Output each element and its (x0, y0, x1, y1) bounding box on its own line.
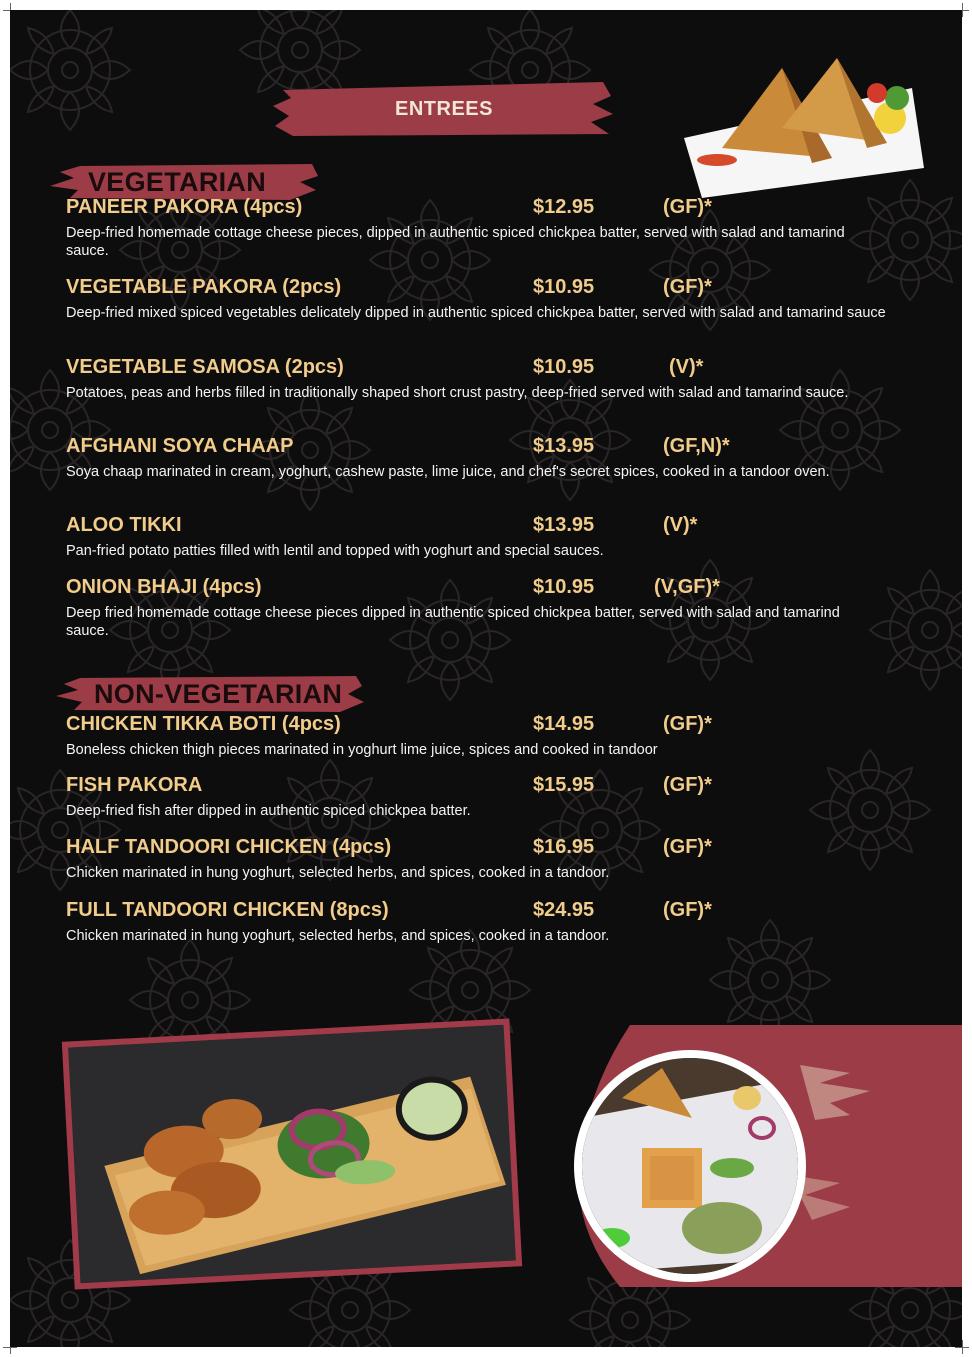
menu-item (66, 713, 906, 759)
item-name: VEGETABLE SAMOSA (2pcs) (66, 356, 344, 378)
item-dietary-tag: (V)* (669, 356, 704, 378)
item-dietary-tag: (V,GF)* (654, 576, 720, 598)
item-description: Chicken marinated in hung yoghurt, selected herbs, and spices, cooked in a tandoor. (66, 865, 610, 881)
entree-platter-photo (574, 1050, 806, 1282)
menu-item (66, 276, 906, 322)
item-name: HALF TANDOORI CHICKEN (4pcs) (66, 836, 392, 858)
item-dietary-tag: (GF)* (663, 713, 712, 735)
item-price: $14.95 (533, 713, 595, 735)
menu-item (66, 356, 906, 402)
menu-item (66, 899, 906, 945)
entrees-heading-banner (273, 78, 615, 140)
fish-pakora-photo (62, 1018, 522, 1289)
section-title-non-vegetarian: NON-VEGETARIAN (94, 678, 343, 709)
menu-page (10, 10, 962, 1347)
item-name: ALOO TIKKI (66, 514, 182, 536)
item-price: $10.95 (533, 576, 595, 598)
item-description: Deep-fried fish after dipped in authentic spiced chickpea batter. (66, 803, 471, 819)
item-description: Pan-fried potato patties filled with lentil and topped with yoghurt and special sauces. (66, 543, 604, 559)
item-price: $15.95 (533, 774, 595, 796)
item-price: $13.95 (533, 435, 595, 457)
item-name: VEGETABLE PAKORA (2pcs) (66, 276, 342, 298)
menu-item (66, 774, 906, 820)
item-dietary-tag: (GF,N)* (663, 435, 730, 457)
non-vegetarian-section-banner (56, 674, 366, 714)
menu-item (66, 514, 906, 560)
section-title-vegetarian: VEGETARIAN (88, 166, 267, 197)
item-description: Boneless chicken thigh pieces marinated in yoghurt lime juice, spices and cooked in tandoor (66, 742, 658, 758)
page-title: ENTREES (395, 97, 493, 120)
menu-item (66, 435, 906, 481)
item-dietary-tag: (GF)* (663, 774, 712, 796)
item-description: Deep-fried mixed spiced vegetables delicately dipped in authentic spiced chickpea batter, served with salad and tamarind sauce (66, 305, 886, 321)
item-price: $10.95 (533, 356, 595, 378)
item-description: Potatoes, peas and herbs filled in traditionally shaped short crust pastry, deep-fried served with salad and tamarind sauce. (66, 385, 849, 401)
item-name: FISH PAKORA (66, 774, 203, 796)
menu-item (66, 576, 906, 640)
item-dietary-tag: (GF)* (663, 196, 712, 218)
item-dietary-tag: (GF)* (663, 276, 712, 298)
menu-item (66, 836, 906, 882)
item-dietary-tag: (V)* (663, 514, 698, 536)
item-description: Soya chaap marinated in cream, yoghurt, cashew paste, lime juice, and chef's secret spices, cooked in a tandoor oven. (66, 464, 830, 480)
item-price: $10.95 (533, 276, 595, 298)
item-name: AFGHANI SOYA CHAAP (66, 435, 294, 457)
item-price: $16.95 (533, 836, 595, 858)
samosa-photo (662, 48, 936, 204)
item-dietary-tag: (GF)* (663, 899, 712, 921)
item-price: $13.95 (533, 514, 595, 536)
item-name: ONION BHAJI (4pcs) (66, 576, 262, 598)
item-price: $24.95 (533, 899, 595, 921)
item-dietary-tag: (GF)* (663, 836, 712, 858)
item-price: $12.95 (533, 196, 595, 218)
item-name: PANEER PAKORA (4pcs) (66, 196, 303, 218)
item-description: Deep fried homemade cottage cheese pieces dipped in authentic spiced chickpea batter, served with salad and tamarind sauce. (66, 605, 840, 639)
item-name: FULL TANDOORI CHICKEN (8pcs) (66, 899, 389, 921)
item-description: Deep-fried homemade cottage cheese pieces, dipped in authentic spiced chickpea batter, served with salad and tamarind sauce. (66, 225, 845, 259)
item-description: Chicken marinated in hung yoghurt, selected herbs, and spices, cooked in a tandoor. (66, 928, 610, 944)
menu-item (66, 196, 906, 260)
item-name: CHICKEN TIKKA BOTI (4pcs) (66, 713, 341, 735)
